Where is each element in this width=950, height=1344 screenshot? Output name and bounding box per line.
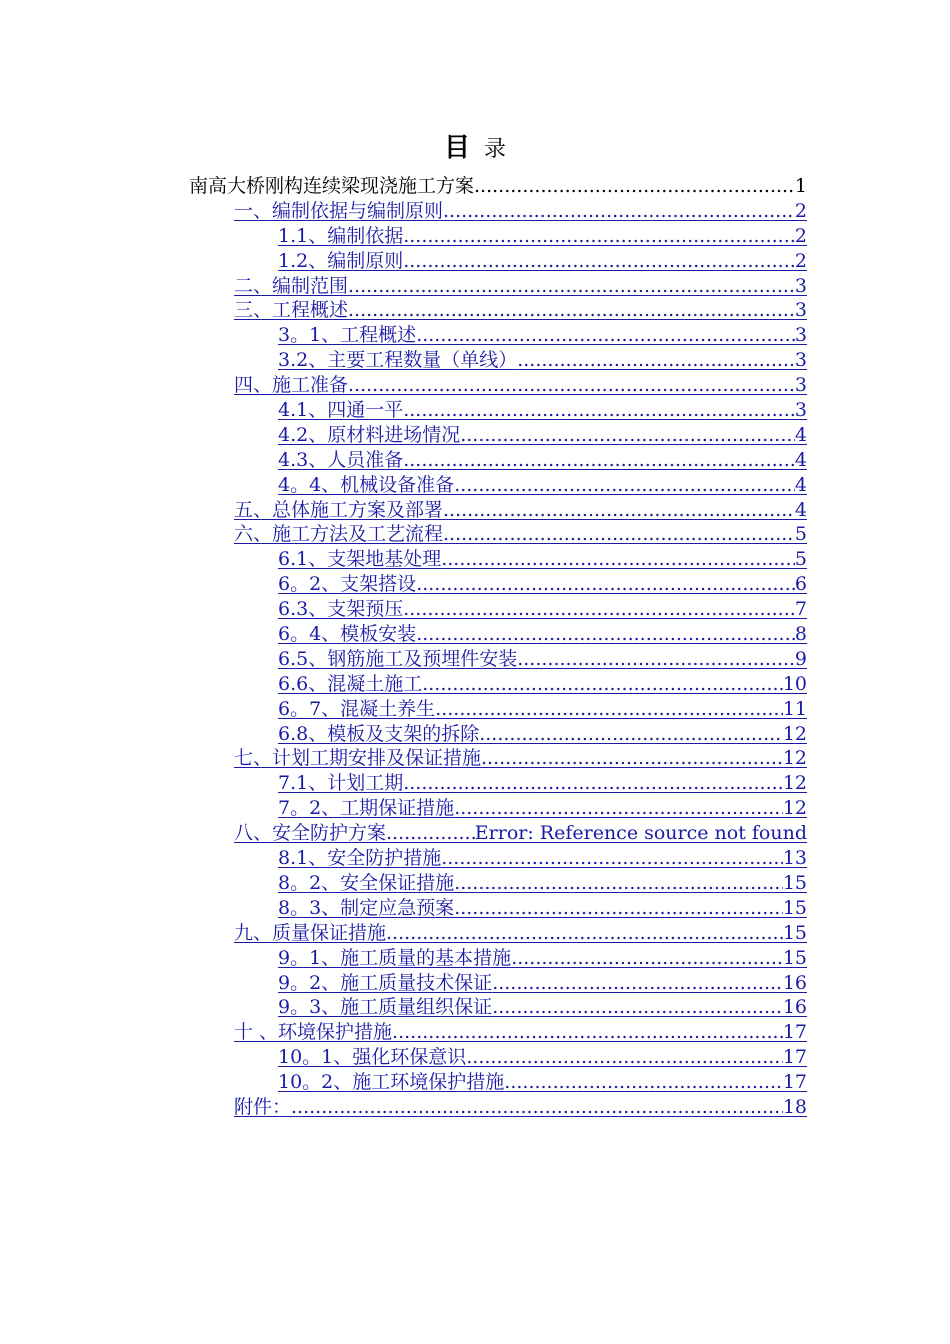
toc-entry [0,498,950,523]
toc-page-number: 17 [782,1071,807,1094]
toc-dot-leader [517,647,795,671]
toc-link[interactable] [234,821,807,845]
toc-dot-leader [492,995,783,1019]
toc-entry [0,448,950,473]
toc-page-number: 16 [782,971,807,994]
toc-link[interactable] [278,622,807,646]
toc-dot-leader [481,746,783,770]
toc-entry [0,1070,950,1095]
toc-link[interactable] [278,323,807,347]
toc-entry [0,846,950,871]
toc-entry-label: 四、施工准备 [234,374,349,397]
toc-entry-label: 3。1、工程概述 [278,324,417,347]
toc-title-rest: 录 [484,137,507,162]
toc-entry [0,174,950,199]
toc-entry [0,249,950,274]
toc-entry [0,298,950,323]
toc-dot-leader [348,373,795,397]
toc-page-number: 15 [782,871,807,894]
toc-page-number: Error: Reference source not found [474,822,807,845]
toc-link[interactable] [278,871,807,895]
toc-page-number: 7 [794,598,807,621]
toc-dot-leader [443,199,795,223]
toc-page-number: 3 [794,399,807,422]
toc-entry-label: 七、计划工期安排及保证措施 [234,747,482,770]
toc-entry-label: 1.2、编制原则 [278,249,404,272]
toc-page-number: 4 [794,448,807,471]
toc-entry-label: 8。2、安全保证措施 [278,871,455,894]
toc-dot-leader [460,423,795,447]
toc-dot-leader [454,871,783,895]
toc-link[interactable] [278,1045,807,1069]
toc-dot-leader [422,672,783,696]
toc-dot-leader [479,722,783,746]
toc-link[interactable] [234,373,807,397]
toc-link[interactable] [278,224,807,248]
toc-link[interactable] [189,174,807,198]
toc-dot-leader [454,473,795,497]
toc-entry-label: 6。7、混凝土养生 [278,697,436,720]
toc-link[interactable] [278,846,807,870]
toc-dot-leader [504,1070,783,1094]
toc-dot-leader [392,1020,783,1044]
toc-dot-leader [403,448,795,472]
toc-page-number: 6 [794,573,807,596]
toc-link[interactable] [278,572,807,596]
toc-page-number: 5 [794,548,807,571]
toc-entry-label: 一、编制依据与编制原则 [234,199,444,222]
toc-link[interactable] [278,647,807,671]
toc-page-number: 3 [794,274,807,297]
toc-entry [0,1095,950,1120]
toc-entry [0,697,950,722]
toc-entry [0,1020,950,1045]
toc-entry-label: 十 、环境保护措施 [234,1021,393,1044]
toc-page-number: 2 [794,199,807,222]
toc-title-main: 目 [443,133,470,163]
toc-link[interactable] [234,1020,807,1044]
toc-link[interactable] [278,946,807,970]
toc-page-number: 5 [794,523,807,546]
toc-dot-leader [441,846,783,870]
toc-dot-leader [416,323,795,347]
toc-entry [0,971,950,996]
toc-entry-label: 附件： [234,1095,292,1118]
toc-entry [0,547,950,572]
toc-entry [0,746,950,771]
table-of-contents [0,174,950,1120]
toc-dot-leader [492,971,783,995]
toc-dot-leader [466,1045,783,1069]
toc-entry [0,771,950,796]
toc-link[interactable] [278,348,807,372]
toc-page-number: 15 [782,896,807,919]
toc-link[interactable] [278,971,807,995]
toc-link[interactable] [278,597,807,621]
toc-entry-label: 6。2、支架搭设 [278,573,417,596]
toc-dot-leader [403,771,783,795]
toc-page-number: 12 [782,722,807,745]
toc-entry [0,398,950,423]
toc-page-number: 9 [794,647,807,670]
toc-dot-leader [441,547,795,571]
toc-dot-leader [403,224,795,248]
toc-dot-leader [416,622,795,646]
toc-entry-label: 3.2、主要工程数量（单线） [278,349,518,372]
toc-link[interactable] [278,697,807,721]
toc-dot-leader [443,498,795,522]
toc-entry-label: 7.1、计划工期 [278,772,404,795]
toc-dot-leader [403,249,795,273]
toc-page-number: 4 [794,498,807,521]
toc-entry-label: 9。3、施工质量组织保证 [278,996,493,1019]
toc-page-number: 11 [782,697,807,720]
toc-entry [0,896,950,921]
toc-entry-label: 6.5、钢筋施工及预埋件安装 [278,647,518,670]
toc-entry-label: 10。1、强化环保意识 [278,1046,467,1069]
toc-page-number: 2 [794,224,807,247]
toc-page-number: 17 [782,1021,807,1044]
toc-entry [0,224,950,249]
toc-dot-leader [454,896,783,920]
toc-entry-label: 8.1、安全防护措施 [278,847,442,870]
toc-entry-label: 南高大桥刚构连续梁现浇施工方案 [189,175,475,197]
toc-link[interactable] [278,995,807,1019]
toc-entry [0,323,950,348]
toc-link[interactable] [234,1095,807,1119]
toc-link[interactable] [234,921,807,945]
toc-dot-leader [403,597,795,621]
toc-dot-leader [403,398,795,422]
toc-link[interactable] [278,423,807,447]
toc-link[interactable] [278,722,807,746]
toc-link[interactable] [278,547,807,571]
toc-entry-label: 1.1、编制依据 [278,224,404,247]
toc-title [0,133,950,165]
toc-entry [0,572,950,597]
toc-entry [0,921,950,946]
toc-entry-label: 4.1、四通一平 [278,399,404,422]
toc-link[interactable] [234,522,807,546]
toc-entry [0,871,950,896]
toc-entry-label: 9。2、施工质量技术保证 [278,971,493,994]
toc-dot-leader [386,821,475,845]
toc-entry [0,622,950,647]
toc-dot-leader [416,572,795,596]
toc-entry-label: 6.6、混凝土施工 [278,672,423,695]
toc-link[interactable] [234,199,807,223]
toc-dot-leader [348,274,795,298]
toc-page-number: 12 [782,772,807,795]
toc-link[interactable] [278,398,807,422]
toc-entry [0,796,950,821]
toc-dot-leader [443,522,795,546]
toc-entry-label: 10。2、施工环境保护措施 [278,1071,505,1094]
toc-page-number: 17 [782,1046,807,1069]
toc-entry [0,473,950,498]
toc-entry-label: 7。2、工期保证措施 [278,797,455,820]
toc-entry [0,946,950,971]
toc-link[interactable] [278,796,807,820]
toc-link[interactable] [278,896,807,920]
toc-entry [0,348,950,373]
toc-page-number: 2 [794,249,807,272]
toc-entry [0,995,950,1020]
toc-link[interactable] [234,746,807,770]
toc-entry-label: 五、总体施工方案及部署 [234,498,444,521]
toc-dot-leader [511,946,783,970]
toc-link[interactable] [278,473,807,497]
toc-page-number: 15 [782,921,807,944]
toc-dot-leader [386,921,783,945]
toc-dot-leader [348,298,795,322]
toc-dot-leader [517,348,795,372]
toc-page-number: 3 [794,374,807,397]
toc-entry-label: 八、安全防护方案 [234,822,387,845]
toc-page-number: 12 [782,797,807,820]
toc-entry [0,722,950,747]
toc-page-number: 4 [794,423,807,446]
toc-link[interactable] [278,448,807,472]
toc-entry-label: 6.8、模板及支架的拆除 [278,722,480,745]
toc-page-number: 3 [794,324,807,347]
toc-entry-label: 4.3、人员准备 [278,448,404,471]
toc-dot-leader [474,174,795,198]
toc-entry-label: 三、工程概述 [234,299,349,322]
toc-entry [0,522,950,547]
toc-entry-label: 九、质量保证措施 [234,921,387,944]
toc-entry [0,423,950,448]
toc-link[interactable] [234,498,807,522]
toc-entry-label: 6。4、模板安装 [278,623,417,646]
toc-entry [0,597,950,622]
toc-page-number: 15 [782,946,807,969]
toc-page-number: 4 [794,473,807,496]
toc-entry [0,199,950,224]
toc-page-number: 3 [794,349,807,372]
toc-page-number: 12 [782,747,807,770]
toc-page-number: 8 [794,623,807,646]
toc-entry-label: 六、施工方法及工艺流程 [234,523,444,546]
toc-page-number: 1 [794,175,807,197]
toc-page-number: 13 [782,847,807,870]
toc-entry-label: 6.1、支架地基处理 [278,548,442,571]
toc-page-number: 10 [782,672,807,695]
toc-entry-label: 8。3、制定应急预案 [278,896,455,919]
toc-entry [0,373,950,398]
toc-link[interactable] [278,771,807,795]
toc-entry [0,274,950,299]
toc-page-number: 16 [782,996,807,1019]
toc-dot-leader [291,1095,783,1119]
toc-entry [0,1045,950,1070]
toc-link[interactable] [234,274,807,298]
toc-entry-label: 6.3、支架预压 [278,598,404,621]
toc-entry-label: 4。4、机械设备准备 [278,473,455,496]
toc-entry-label: 4.2、原材料进场情况 [278,423,461,446]
toc-page-number: 3 [794,299,807,322]
toc-dot-leader [435,697,783,721]
toc-dot-leader [454,796,783,820]
toc-page-number: 18 [782,1095,807,1118]
toc-entry [0,647,950,672]
toc-entry-label: 9。1、施工质量的基本措施 [278,946,512,969]
toc-entry [0,672,950,697]
toc-entry-label: 二、编制范围 [234,274,349,297]
toc-link[interactable] [278,672,807,696]
toc-link[interactable] [278,249,807,273]
toc-link[interactable] [278,1070,807,1094]
toc-link[interactable] [234,298,807,322]
toc-entry [0,821,950,846]
